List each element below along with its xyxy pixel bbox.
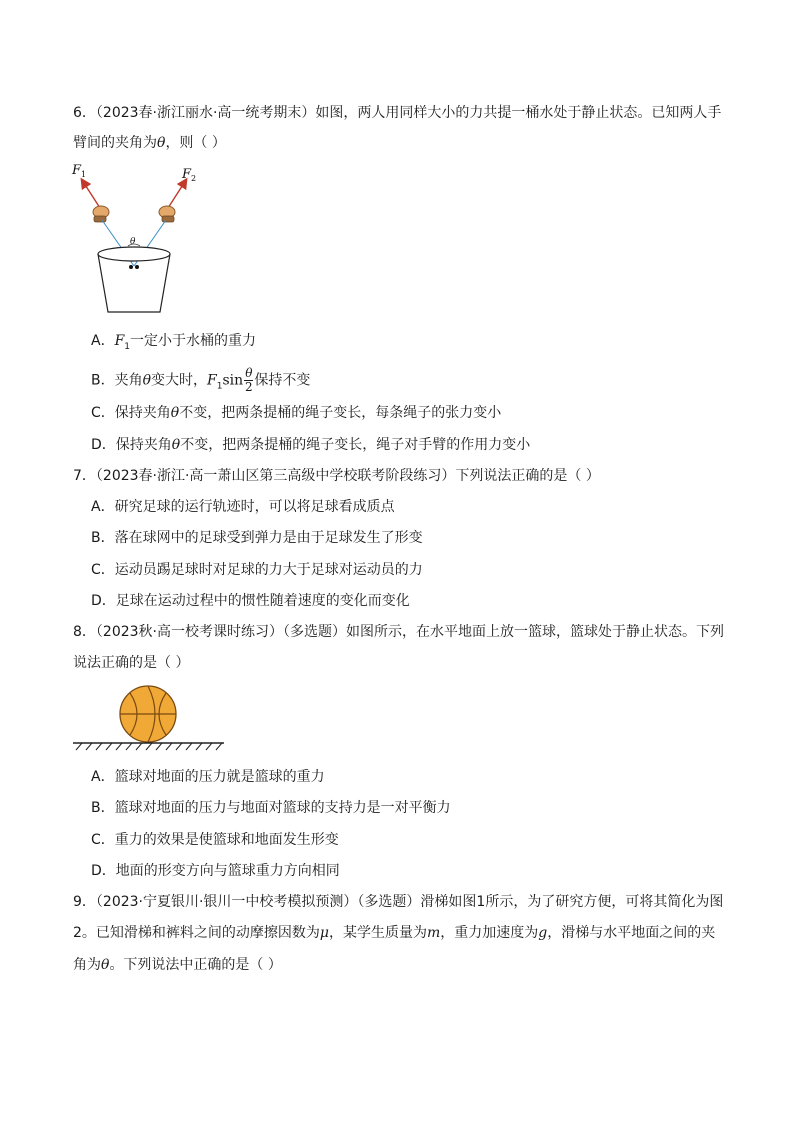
q8-option-a[interactable]: A．篮球对地面的压力就是篮球的重力 bbox=[91, 769, 325, 785]
q9-stem-line3 bbox=[73, 955, 282, 975]
f2-sub: 2 bbox=[191, 174, 197, 183]
q8-stem-line2: 说法正确的是（ ） bbox=[73, 655, 190, 671]
sin-function: sin bbox=[222, 372, 244, 389]
f1-sub: 1 bbox=[81, 170, 87, 179]
option-b-mid: 变大时， bbox=[151, 372, 208, 389]
f1-arrow bbox=[82, 180, 100, 208]
option-b-prefix: B．夹角 bbox=[91, 372, 143, 389]
f2-arrow bbox=[168, 180, 186, 208]
q7-stem: 7．（2023春·浙江·高一萧山区第三高级中学校联考阶段练习）下列说法正确的是（ ） bbox=[73, 468, 600, 484]
theta: θ bbox=[101, 957, 110, 973]
left-hand-icon bbox=[93, 206, 109, 222]
fraction-denominator: 2 bbox=[244, 380, 253, 394]
q9-text-d: ，滑梯与水平地面之间的夹 bbox=[547, 925, 716, 941]
theta-over-two bbox=[244, 367, 253, 394]
theta: θ bbox=[171, 437, 181, 453]
option-d-text: 不变，把两条提桶的绳子变长，绳子对手臂的作用力变小 bbox=[180, 437, 531, 453]
q7-option-b[interactable]: B．落在球网中的足球受到弹力是由于足球发生了形变 bbox=[91, 530, 423, 546]
mu: μ bbox=[319, 925, 330, 941]
q9-text-c: ，重力加速度为 bbox=[440, 925, 539, 941]
q9-text-f: 。下列说法中正确的是（ ） bbox=[109, 957, 282, 973]
f1-label: F bbox=[72, 163, 82, 178]
mass-m: m bbox=[427, 925, 441, 941]
q9-text-e: 角为 bbox=[73, 957, 101, 973]
q9-stem-line1: 9．（2023·宁夏银川·银川一中校考模拟预测）（多选题）滑梯如图1所示，为了研究方便，可将其简化为图 bbox=[73, 894, 724, 910]
gravity-g: g bbox=[538, 925, 548, 941]
f2-label: F bbox=[182, 167, 192, 182]
q6-theta: θ bbox=[157, 135, 166, 151]
q6-stem-text: 臂间的夹角为 bbox=[73, 135, 157, 151]
f1-sub: 1 bbox=[124, 341, 131, 352]
q9-text-b: ，某学生质量为 bbox=[329, 925, 428, 941]
q8-stem-line1: 8．（2023秋·高一校考课时练习）（多选题）如图所示，在水平地面上放一篮球，篮球处于静止状态。下列 bbox=[73, 624, 724, 640]
option-c-prefix: C．保持夹角 bbox=[91, 405, 171, 421]
theta: θ bbox=[170, 405, 180, 421]
q6-option-c[interactable] bbox=[91, 403, 501, 423]
q8-option-b[interactable]: B．篮球对地面的压力与地面对篮球的支持力是一对平衡力 bbox=[91, 800, 451, 816]
q6-option-a[interactable] bbox=[91, 331, 256, 357]
q6-option-b[interactable] bbox=[91, 367, 310, 396]
basketball-icon bbox=[120, 686, 176, 742]
q8-basketball-figure bbox=[70, 684, 230, 754]
option-c-text: 不变，把两条提桶的绳子变长，每条绳子的张力变小 bbox=[179, 405, 502, 421]
q8-option-d[interactable]: D．地面的形变方向与篮球重力方向相同 bbox=[91, 863, 340, 879]
f1-sub: 1 bbox=[216, 381, 223, 392]
q8-option-c[interactable]: C．重力的效果是使篮球和地面发生形变 bbox=[91, 832, 339, 848]
ground-icon bbox=[73, 743, 224, 750]
option-a-text: 一定小于水桶的重力 bbox=[130, 333, 257, 349]
q6-stem-line1: 6．（2023春·浙江丽水·高一统考期末）如图，两人用同样大小的力共提一桶水处于静止状态。已知两人手 bbox=[73, 105, 722, 121]
f1-var: F bbox=[207, 372, 217, 389]
q6-option-d[interactable] bbox=[91, 435, 530, 455]
q9-text-a: 2。已知滑梯和裤料之间的动摩擦因数为 bbox=[73, 925, 320, 941]
q7-option-d[interactable]: D．足球在运动过程中的惯性随着速度的变化而变化 bbox=[91, 593, 410, 609]
option-d-prefix: D．保持夹角 bbox=[91, 437, 172, 453]
q7-option-c[interactable]: C．运动员踢足球时对足球的力大于足球对运动员的力 bbox=[91, 562, 423, 578]
theta: θ bbox=[142, 372, 152, 389]
q9-stem-line2 bbox=[73, 923, 715, 943]
option-b-text: 保持不变 bbox=[254, 372, 311, 389]
q6-bucket-figure bbox=[70, 160, 210, 320]
fraction-numerator: θ bbox=[245, 366, 253, 380]
theta-label: θ bbox=[130, 237, 136, 247]
q7-option-a[interactable]: A．研究足球的运行轨迹时，可以将足球看成质点 bbox=[91, 499, 395, 515]
q6-stem-tail: ，则（ ） bbox=[165, 135, 226, 151]
q6-stem-line2 bbox=[73, 133, 226, 153]
right-hand-icon bbox=[159, 206, 175, 222]
f1-var: F bbox=[114, 333, 125, 349]
option-a-prefix: A． bbox=[91, 333, 115, 349]
bucket-icon bbox=[98, 247, 170, 312]
